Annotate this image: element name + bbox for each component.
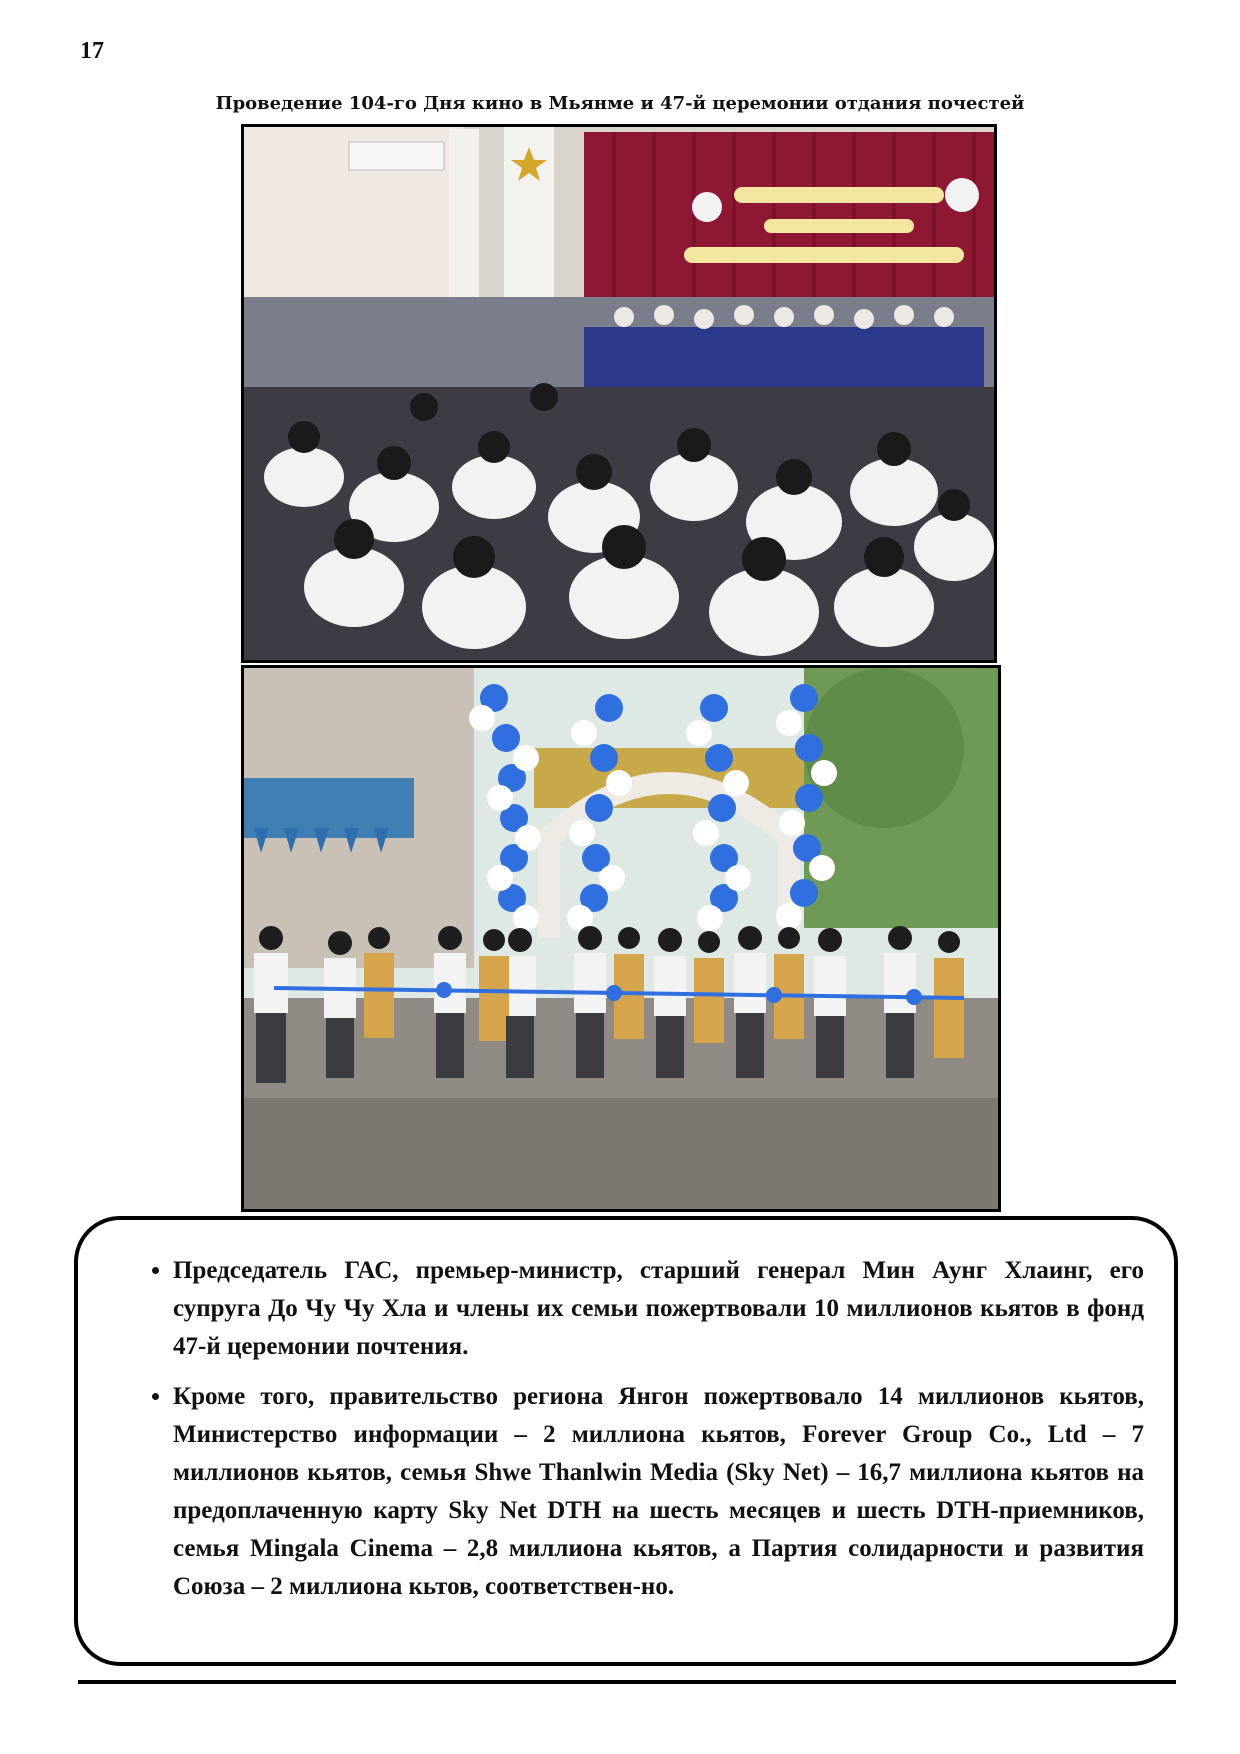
ceremony-hall-photo <box>241 124 997 663</box>
ribbon-cutting-illustration <box>244 668 998 1209</box>
bottom-rule <box>78 1680 1176 1684</box>
info-box <box>74 1216 1178 1666</box>
page-number: 17 <box>80 38 104 64</box>
ribbon-cutting-photo <box>241 665 1001 1212</box>
bullet-item: • Председатель ГАС, премьер-министр, старший генерал Мин Аунг Хлаинг, его супруга До Чу Чу Хла и члены их семьи пожертвовали 10 миллионов кьятов в фонд 47-й церемонии почтения. <box>173 1252 1144 1366</box>
figure-caption: Проведение 104-го Дня кино в Мьянме и 47-й церемонии отдания почестей <box>215 93 1025 114</box>
bullet-list <box>118 1252 1144 1606</box>
ceremony-hall-illustration <box>244 127 994 660</box>
bullet-item: • Кроме того, правительство региона Янгон пожертвовало 14 миллионов кьятов, Министерство информации – 2 миллиона кьятов, Forever Group Co., Ltd – 7 миллионов кьятов, семья Shwe Thanlwin Media (Sky Net) – 16,7 миллиона кьятов на предоплаченную карту Sky Net DTH на шесть месяцев и шесть DTH-приемников, семья Mingala Cinema – 2,8 миллиона кьятов, а Партия солидарности и развития Союза – 2 миллиона кьтов, соответствен-но. <box>173 1378 1144 1606</box>
